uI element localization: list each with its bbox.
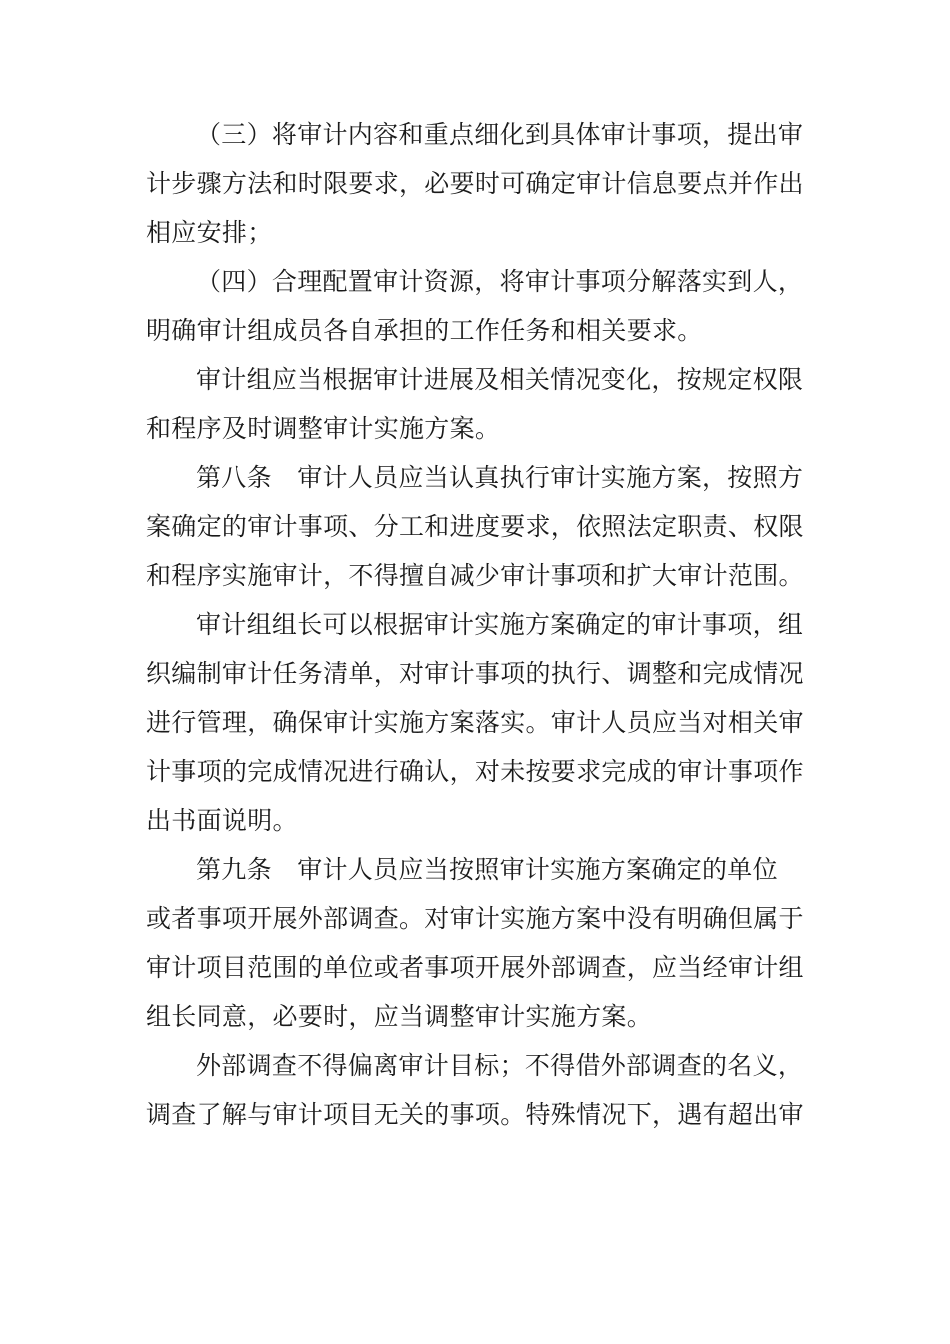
text-line: 审计项目范围的单位或者事项开展外部调查，应当经审计组 <box>146 953 804 982</box>
text-line: 调查了解与审计项目无关的事项。特殊情况下，遇有超出审 <box>146 1100 804 1129</box>
text-line: 和程序及时调整审计实施方案。 <box>146 414 501 443</box>
text-line: 审计组应当根据审计进展及相关情况变化，按规定权限 <box>196 365 804 394</box>
text-line: 明确审计组成员各自承担的工作任务和相关要求。 <box>146 316 703 345</box>
text-line: 织编制审计任务清单，对审计事项的执行、调整和完成情况 <box>146 659 804 688</box>
document-body <box>146 110 808 1139</box>
text-line: 计步骤方法和时限要求，必要时可确定审计信息要点并作出 <box>146 169 804 198</box>
article-heading-line: 第九条 审计人员应当按照审计实施方案确定的单位 <box>196 855 778 884</box>
text-line: 或者事项开展外部调查。对审计实施方案中没有明确但属于 <box>146 904 804 933</box>
text-line: 和程序实施审计，不得擅自减少审计事项和扩大审计范围。 <box>146 561 804 590</box>
text-line: 组长同意，必要时，应当调整审计实施方案。 <box>146 1002 653 1031</box>
article-heading-line: 第八条 审计人员应当认真执行审计实施方案，按照方 <box>196 463 804 492</box>
text-line: （四）合理配置审计资源，将审计事项分解落实到人， <box>196 267 804 296</box>
text-line: 外部调查不得偏离审计目标；不得借外部调查的名义， <box>196 1051 804 1080</box>
text-line: 相应安排； <box>146 218 273 247</box>
text-line: 案确定的审计事项、分工和进度要求，依照法定职责、权限 <box>146 512 804 541</box>
text-line: 出书面说明。 <box>146 806 298 835</box>
text-line: 计事项的完成情况进行确认，对未按要求完成的审计事项作 <box>146 757 804 786</box>
text-line: （三）将审计内容和重点细化到具体审计事项，提出审 <box>196 120 804 149</box>
text-line: 审计组组长可以根据审计实施方案确定的审计事项，组 <box>196 610 804 639</box>
text-line: 进行管理，确保审计实施方案落实。审计人员应当对相关审 <box>146 708 804 737</box>
